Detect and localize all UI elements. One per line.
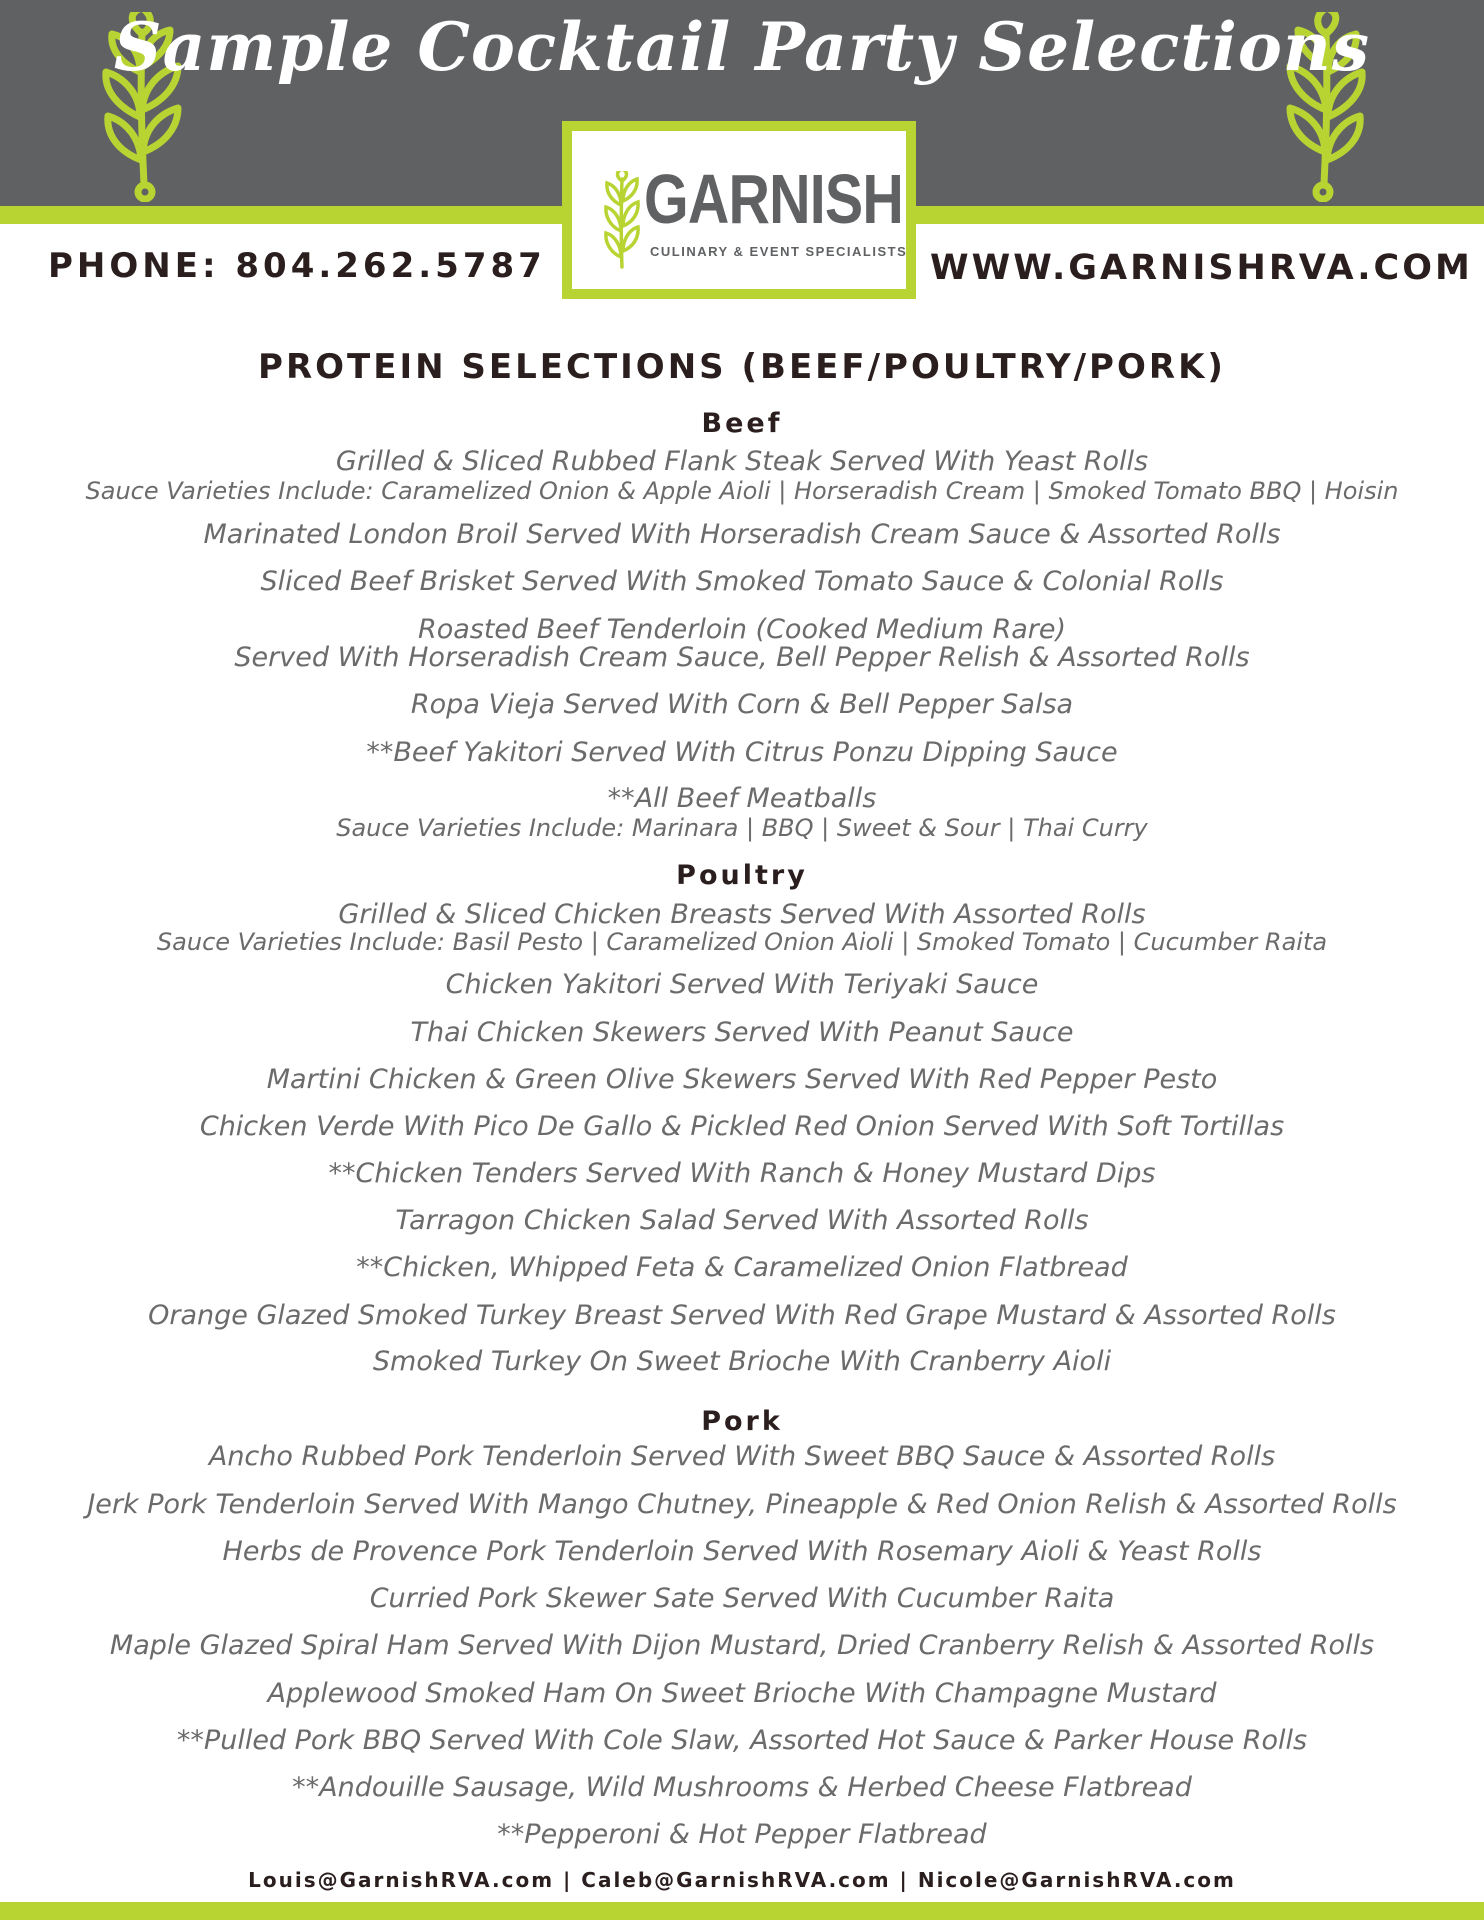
category-heading-beef: Beef: [701, 408, 783, 439]
menu-item: Orange Glazed Smoked Turkey Breast Served With Red Grape Mustard & Assorted Rolls: [148, 1300, 1336, 1331]
menu-item: **Pepperoni & Hot Pepper Flatbread: [497, 1819, 987, 1850]
website-link[interactable]: WWW.GARNISHRVA.COM: [930, 248, 1473, 288]
logo-wordmark: GARNISH: [644, 160, 903, 238]
menu-item-note: Sauce Varieties Include: Marinara | BBQ | Sweet & Sour | Thai Curry: [336, 814, 1148, 842]
menu-item: Ropa Vieja Served With Corn & Bell Pepper Salsa: [410, 689, 1074, 720]
section-title: PROTEIN SELECTIONS (BEEF/POULTRY/PORK): [258, 347, 1226, 387]
page-title: Sample Cocktail Party Selections: [113, 8, 1371, 86]
logo-leaf-icon: [602, 171, 642, 271]
menu-item: Herbs de Provence Pork Tenderloin Served With Rosemary Aioli & Yeast Rolls: [222, 1536, 1262, 1567]
footer-accent-bar: [0, 1902, 1484, 1920]
menu-item: Tarragon Chicken Salad Served With Assorted Rolls: [395, 1205, 1089, 1236]
menu-item: Smoked Turkey On Sweet Brioche With Cranberry Aioli: [372, 1346, 1112, 1377]
menu-item: Grilled & Sliced Chicken Breasts Served With Assorted Rolls: [338, 899, 1146, 930]
menu-item-note: Sauce Varieties Include: Caramelized Onion & Apple Aioli | Horseradish Cream | Smoked Tomato BBQ | Hoisin: [85, 477, 1399, 505]
menu-item: Martini Chicken & Green Olive Skewers Served With Red Pepper Pesto: [266, 1064, 1218, 1095]
phone-number: PHONE: 804.262.5787: [48, 246, 546, 286]
menu-item-note: Sauce Varieties Include: Basil Pesto | Caramelized Onion Aioli | Smoked Tomato | Cucumber Raita: [156, 928, 1328, 956]
menu-item: Marinated London Broil Served With Horseradish Cream Sauce & Assorted Rolls: [203, 519, 1281, 550]
logo-tagline: CULINARY & EVENT SPECIALISTS: [650, 244, 908, 259]
menu-item: **All Beef Meatballs: [607, 783, 877, 814]
menu-item: **Andouille Sausage, Wild Mushrooms & Herbed Cheese Flatbread: [292, 1772, 1192, 1803]
garnish-logo: [562, 121, 916, 299]
menu-item: Chicken Verde With Pico De Gallo & Pickled Red Onion Served With Soft Tortillas: [199, 1111, 1285, 1142]
menu-item: Thai Chicken Skewers Served With Peanut Sauce: [410, 1017, 1074, 1048]
menu-item: **Beef Yakitori Served With Citrus Ponzu Dipping Sauce: [366, 737, 1118, 768]
category-heading-poultry: Poultry: [676, 860, 808, 891]
menu-item: Applewood Smoked Ham On Sweet Brioche With Champagne Mustard: [267, 1678, 1217, 1709]
menu-item: Roasted Beef Tenderloin (Cooked Medium Rare): [417, 614, 1067, 645]
menu-item: Grilled & Sliced Rubbed Flank Steak Served With Yeast Rolls: [335, 446, 1149, 477]
menu-item: Ancho Rubbed Pork Tenderloin Served With Sweet BBQ Sauce & Assorted Rolls: [208, 1441, 1276, 1472]
menu-item: Sliced Beef Brisket Served With Smoked Tomato Sauce & Colonial Rolls: [260, 566, 1224, 597]
footer-contacts[interactable]: Louis@GarnishRVA.com | Caleb@GarnishRVA.com | Nicole@GarnishRVA.com: [248, 1868, 1236, 1892]
menu-item: **Pulled Pork BBQ Served With Cole Slaw, Assorted Hot Sauce & Parker House Rolls: [176, 1725, 1308, 1756]
menu-item: Maple Glazed Spiral Ham Served With Dijon Mustard, Dried Cranberry Relish & Assorted Rolls: [109, 1630, 1375, 1661]
menu-item-note: Served With Horseradish Cream Sauce, Bell Pepper Relish & Assorted Rolls: [234, 642, 1250, 673]
menu-item: Jerk Pork Tenderloin Served With Mango Chutney, Pineapple & Red Onion Relish & Assorted Rolls: [87, 1489, 1397, 1520]
menu-item: Curried Pork Skewer Sate Served With Cucumber Raita: [369, 1583, 1115, 1614]
menu-item: **Chicken, Whipped Feta & Caramelized Onion Flatbread: [356, 1252, 1128, 1283]
menu-item: **Chicken Tenders Served With Ranch & Honey Mustard Dips: [328, 1158, 1156, 1189]
category-heading-pork: Pork: [701, 1406, 783, 1437]
menu-item: Chicken Yakitori Served With Teriyaki Sauce: [445, 969, 1039, 1000]
